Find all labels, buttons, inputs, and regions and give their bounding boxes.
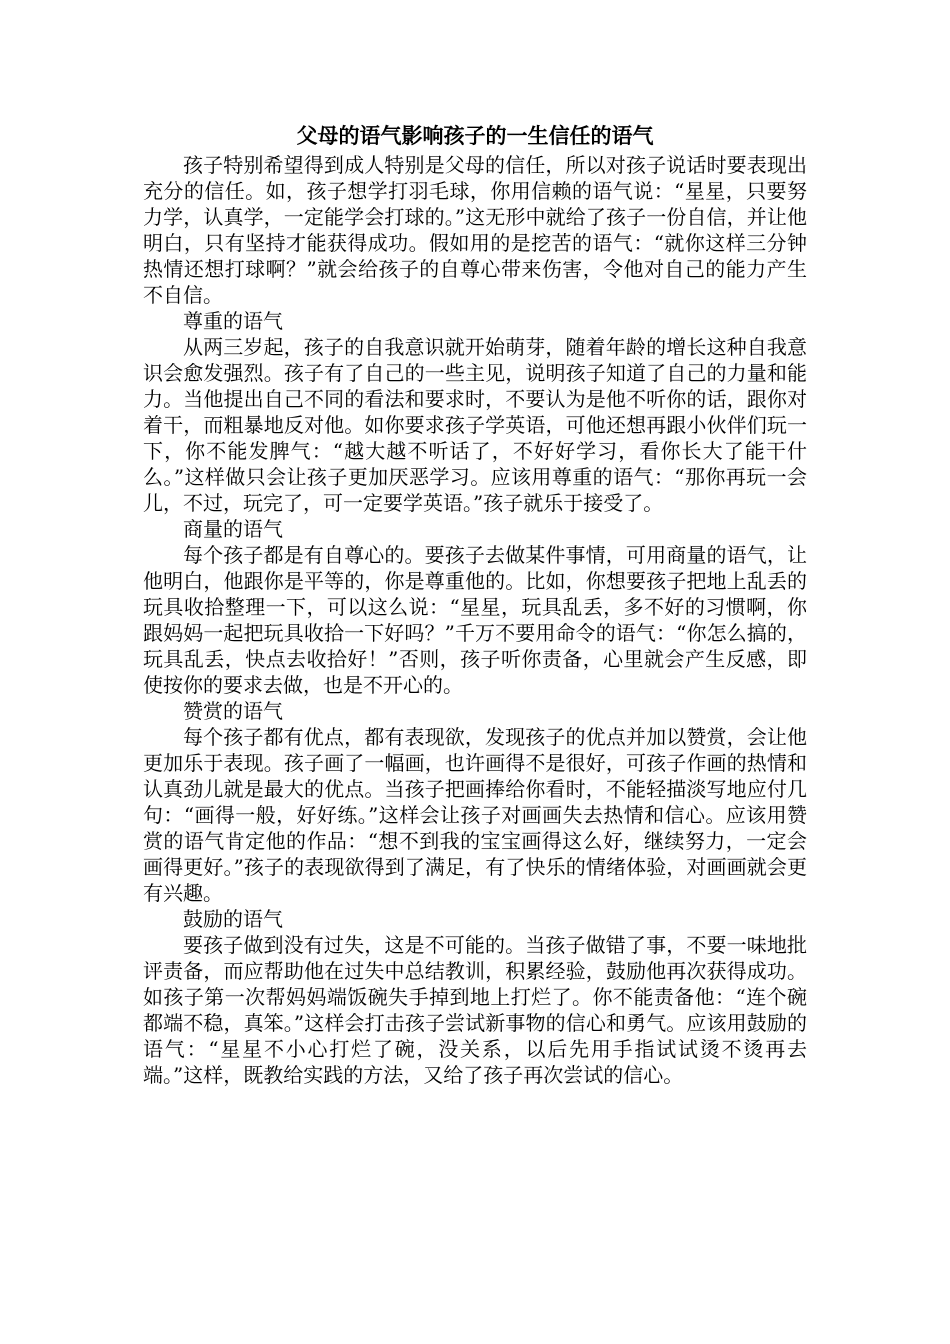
section-heading-praise: 赞赏的语气 (183, 699, 283, 723)
section-body-respect: 从两三岁起，孩子的自我意识就开始萌芽，随着年龄的增长这种自我意识会愈发强烈。孩子有了自己的一些主见，说明孩子知道了自己的力量和能力。当他提出自己不同的看法和要求时，不要认为是他不听你的话，跟你对着干，而粗暴地反对他。如你要求孩子学英语，可他还想再跟小伙伴们玩一下，你不能发脾气：“越大越不听话了，不好好学习，看你长大了能干什么。”这样做只会让孩子更加厌恶学习。应该用尊重的语气：“那你再玩一会儿，不过，玩完了，可一定要学英语。”孩子就乐于接受了。 (143, 335, 807, 515)
section-heading-encouragement: 鼓励的语气 (183, 907, 283, 931)
intro-paragraph: 孩子特别希望得到成人特别是父母的信任，所以对孩子说话时要表现出充分的信任。如，孩子想学打羽毛球，你用信赖的语气说：“星星，只要努力学，认真学，一定能学会打球的。”这无形中就给了孩子一份自信，并让他明白，只有坚持才能获得成功。假如用的是挖苦的语气：“就你这样三分钟热情还想打球啊？”就会给孩子的自尊心带来伤害，令他对自己的能力产生不自信。 (143, 153, 807, 307)
document-page (143, 120, 807, 1088)
section-body-encouragement: 要孩子做到没有过失，这是不可能的。当孩子做错了事，不要一味地批评责备，而应帮助他在过失中总结教训，积累经验，鼓励他再次获得成功。如孩子第一次帮妈妈端饭碗失手掉到地上打烂了。你不能责备他：“连个碗都端不稳，真笨。”这样会打击孩子尝试新事物的信心和勇气。应该用鼓励的语气：“星星不小心打烂了碗，没关系，以后先用手指试试烫不烫再去端。”这样，既教给实践的方法，又给了孩子再次尝试的信心。 (143, 933, 807, 1087)
section-heading-respect: 尊重的语气 (183, 309, 283, 333)
document-title: 父母的语气影响孩子的一生信任的语气 (296, 123, 654, 148)
section-body-praise: 每个孩子都有优点，都有表现欲，发现孩子的优点并加以赞赏，会让他更加乐于表现。孩子画了一幅画，也许画得不是很好，可孩子作画的热情和认真劲儿就是最大的优点。当孩子把画捧给你看时，不能轻描淡写地应付几句：“画得一般，好好练。”这样会让孩子对画画失去热情和信心。应该用赞赏的语气肯定他的作品：“想不到我的宝宝画得这么好，继续努力，一定会画得更好。”孩子的表现欲得到了满足，有了快乐的情绪体验，对画画就会更有兴趣。 (143, 725, 807, 905)
section-body-discussion: 每个孩子都是有自尊心的。要孩子去做某件事情，可用商量的语气，让他明白，他跟你是平等的，你是尊重他的。比如，你想要孩子把地上乱丢的玩具收拾整理一下，可以这么说：“星星，玩具乱丢，多不好的习惯啊，你跟妈妈一起把玩具收拾一下好吗？”千万不要用命令的语气：“你怎么搞的，玩具乱丢，快点去收拾好！”否则，孩子听你责备，心里就会产生反感，即使按你的要求去做，也是不开心的。 (143, 543, 807, 697)
section-heading-discussion: 商量的语气 (183, 517, 283, 541)
